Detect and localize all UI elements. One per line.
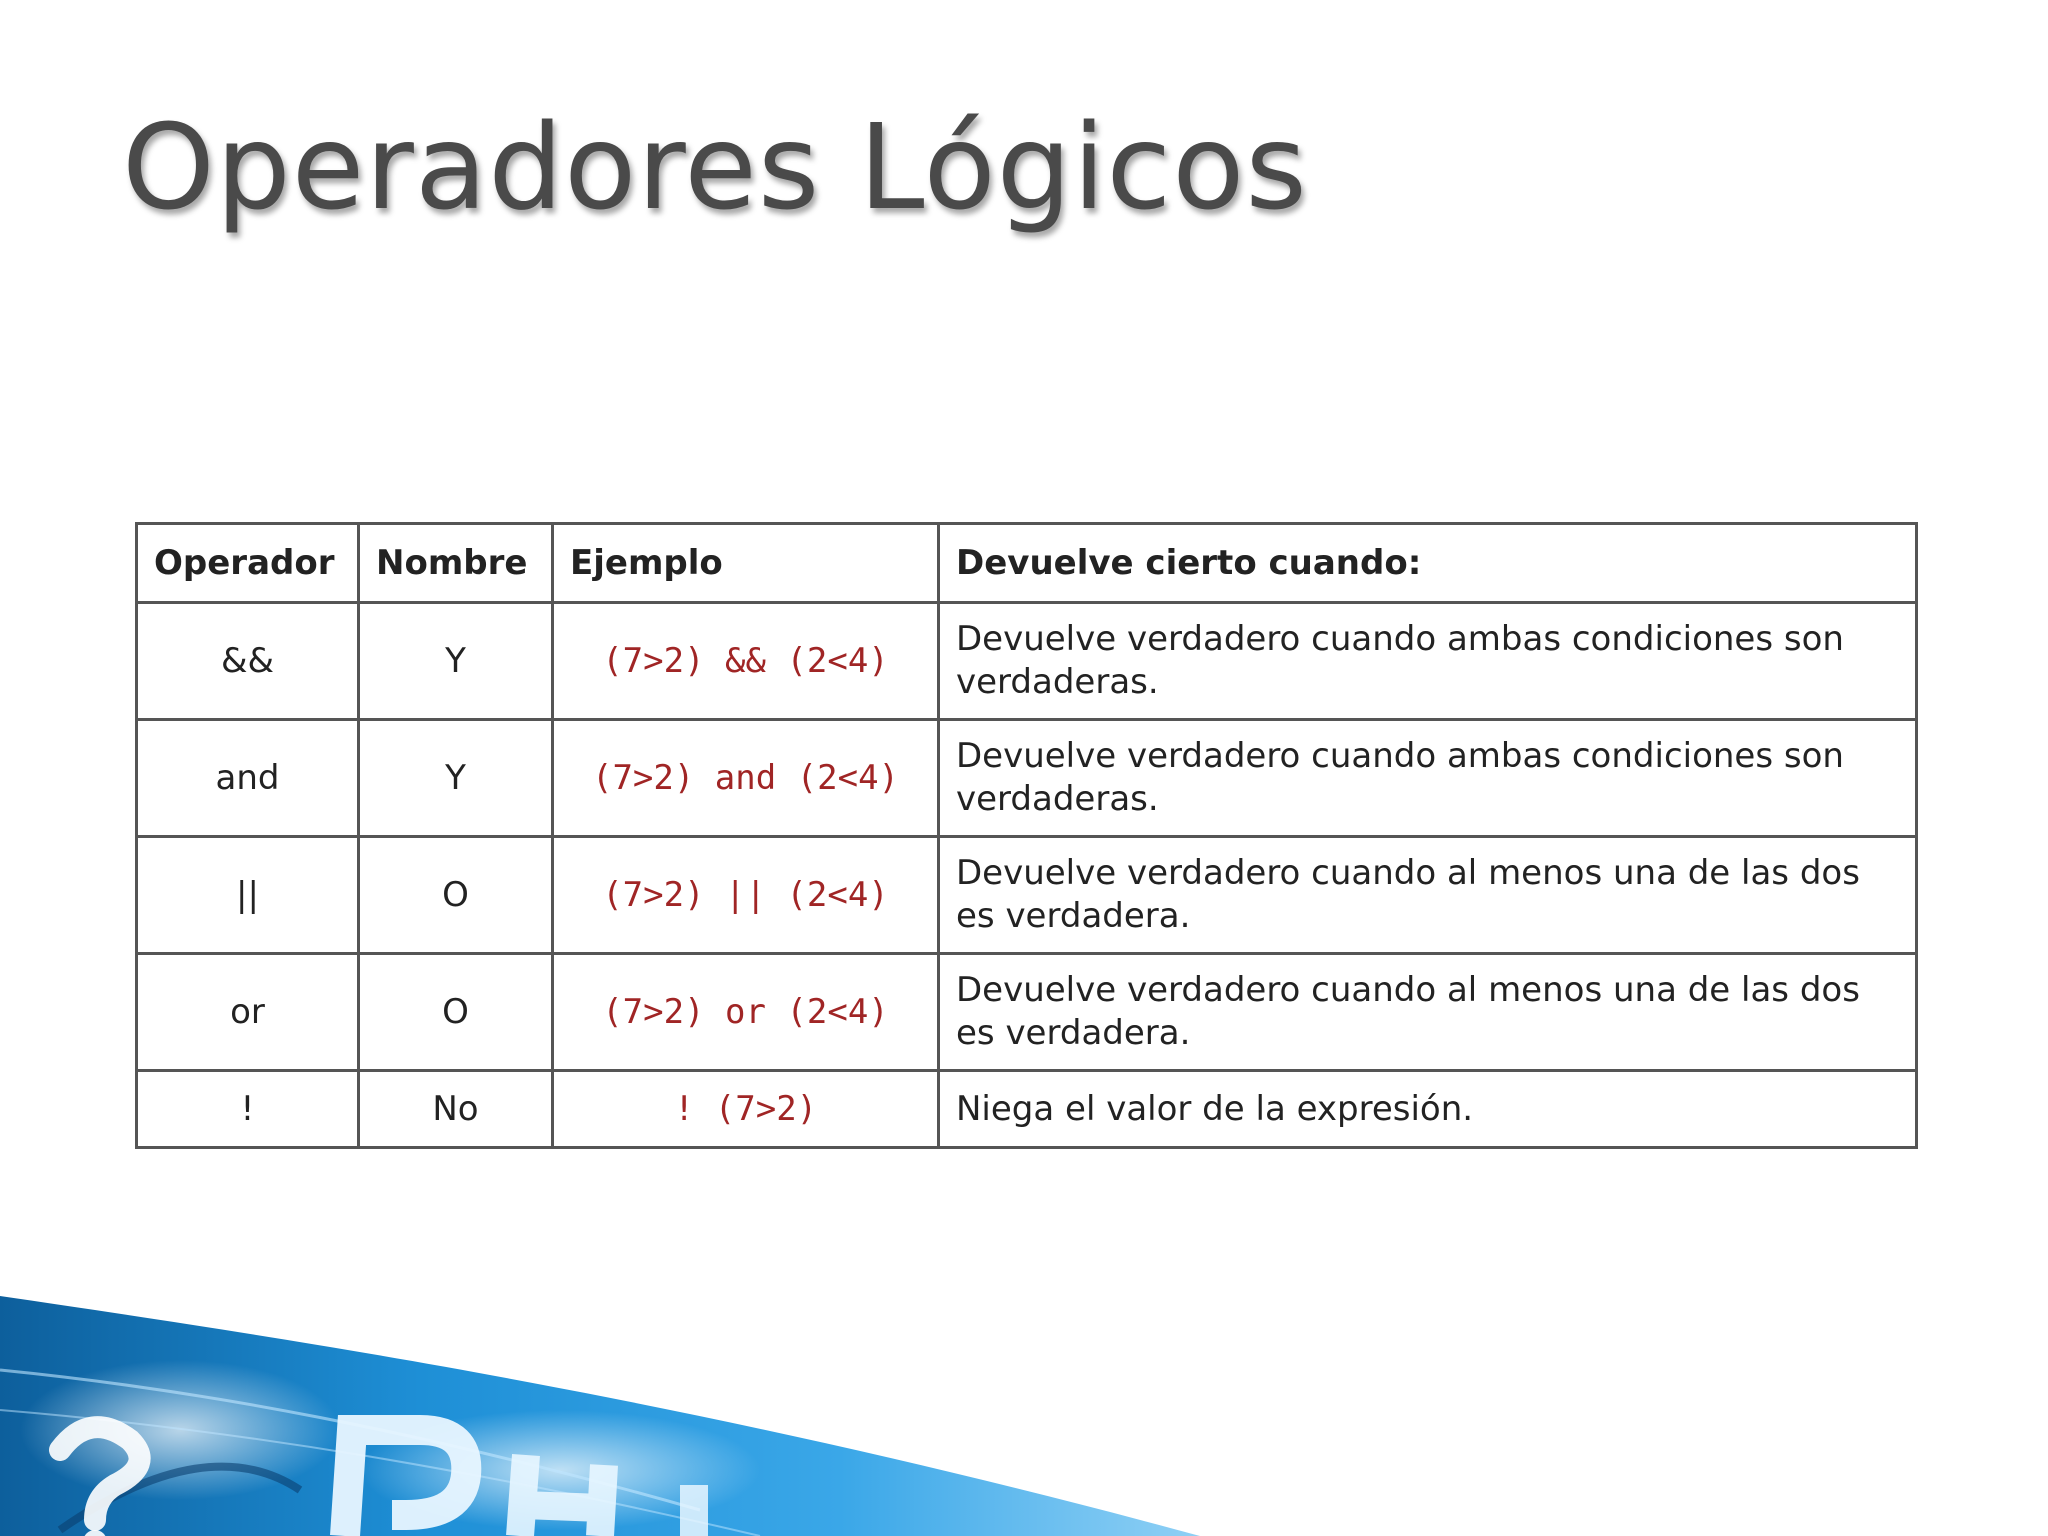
table-row bbox=[137, 954, 1917, 1071]
description-cell: Devuelve verdadero cuando al menos una de las dos es verdadera. bbox=[939, 954, 1917, 1071]
operator-cell: ! bbox=[137, 1071, 359, 1148]
header-operador: Operador bbox=[137, 524, 359, 603]
table-row bbox=[137, 720, 1917, 837]
example-code-cell: (7>2) or (2<4) bbox=[553, 954, 939, 1071]
header-nombre: Nombre bbox=[359, 524, 553, 603]
operator-cell: && bbox=[137, 603, 359, 720]
slide-title: Operadores Lógicos bbox=[122, 98, 1308, 236]
example-code-cell: (7>2) and (2<4) bbox=[553, 720, 939, 837]
operators-table bbox=[135, 522, 1918, 1149]
name-cell: Y bbox=[359, 720, 553, 837]
name-cell: No bbox=[359, 1071, 553, 1148]
name-cell: O bbox=[359, 954, 553, 1071]
example-code-cell: (7>2) || (2<4) bbox=[553, 837, 939, 954]
description-cell: Devuelve verdadero cuando al menos una de las dos es verdadera. bbox=[939, 837, 1917, 954]
operator-cell: || bbox=[137, 837, 359, 954]
header-ejemplo: Ejemplo bbox=[553, 524, 939, 603]
php-logo-banner bbox=[0, 1280, 2048, 1536]
description-cell: Devuelve verdadero cuando ambas condiciones son verdaderas. bbox=[939, 720, 1917, 837]
description-cell: Devuelve verdadero cuando ambas condiciones son verdaderas. bbox=[939, 603, 1917, 720]
table-row bbox=[137, 1071, 1917, 1148]
name-cell: O bbox=[359, 837, 553, 954]
name-cell: Y bbox=[359, 603, 553, 720]
table-row bbox=[137, 837, 1917, 954]
table-row bbox=[137, 603, 1917, 720]
operator-cell: or bbox=[137, 954, 359, 1071]
description-cell: Niega el valor de la expresión. bbox=[939, 1071, 1917, 1148]
example-code-cell: (7>2) && (2<4) bbox=[553, 603, 939, 720]
table-header-row bbox=[137, 524, 1917, 603]
header-descripcion: Devuelve cierto cuando: bbox=[939, 524, 1917, 603]
example-code-cell: ! (7>2) bbox=[553, 1071, 939, 1148]
operator-cell: and bbox=[137, 720, 359, 837]
